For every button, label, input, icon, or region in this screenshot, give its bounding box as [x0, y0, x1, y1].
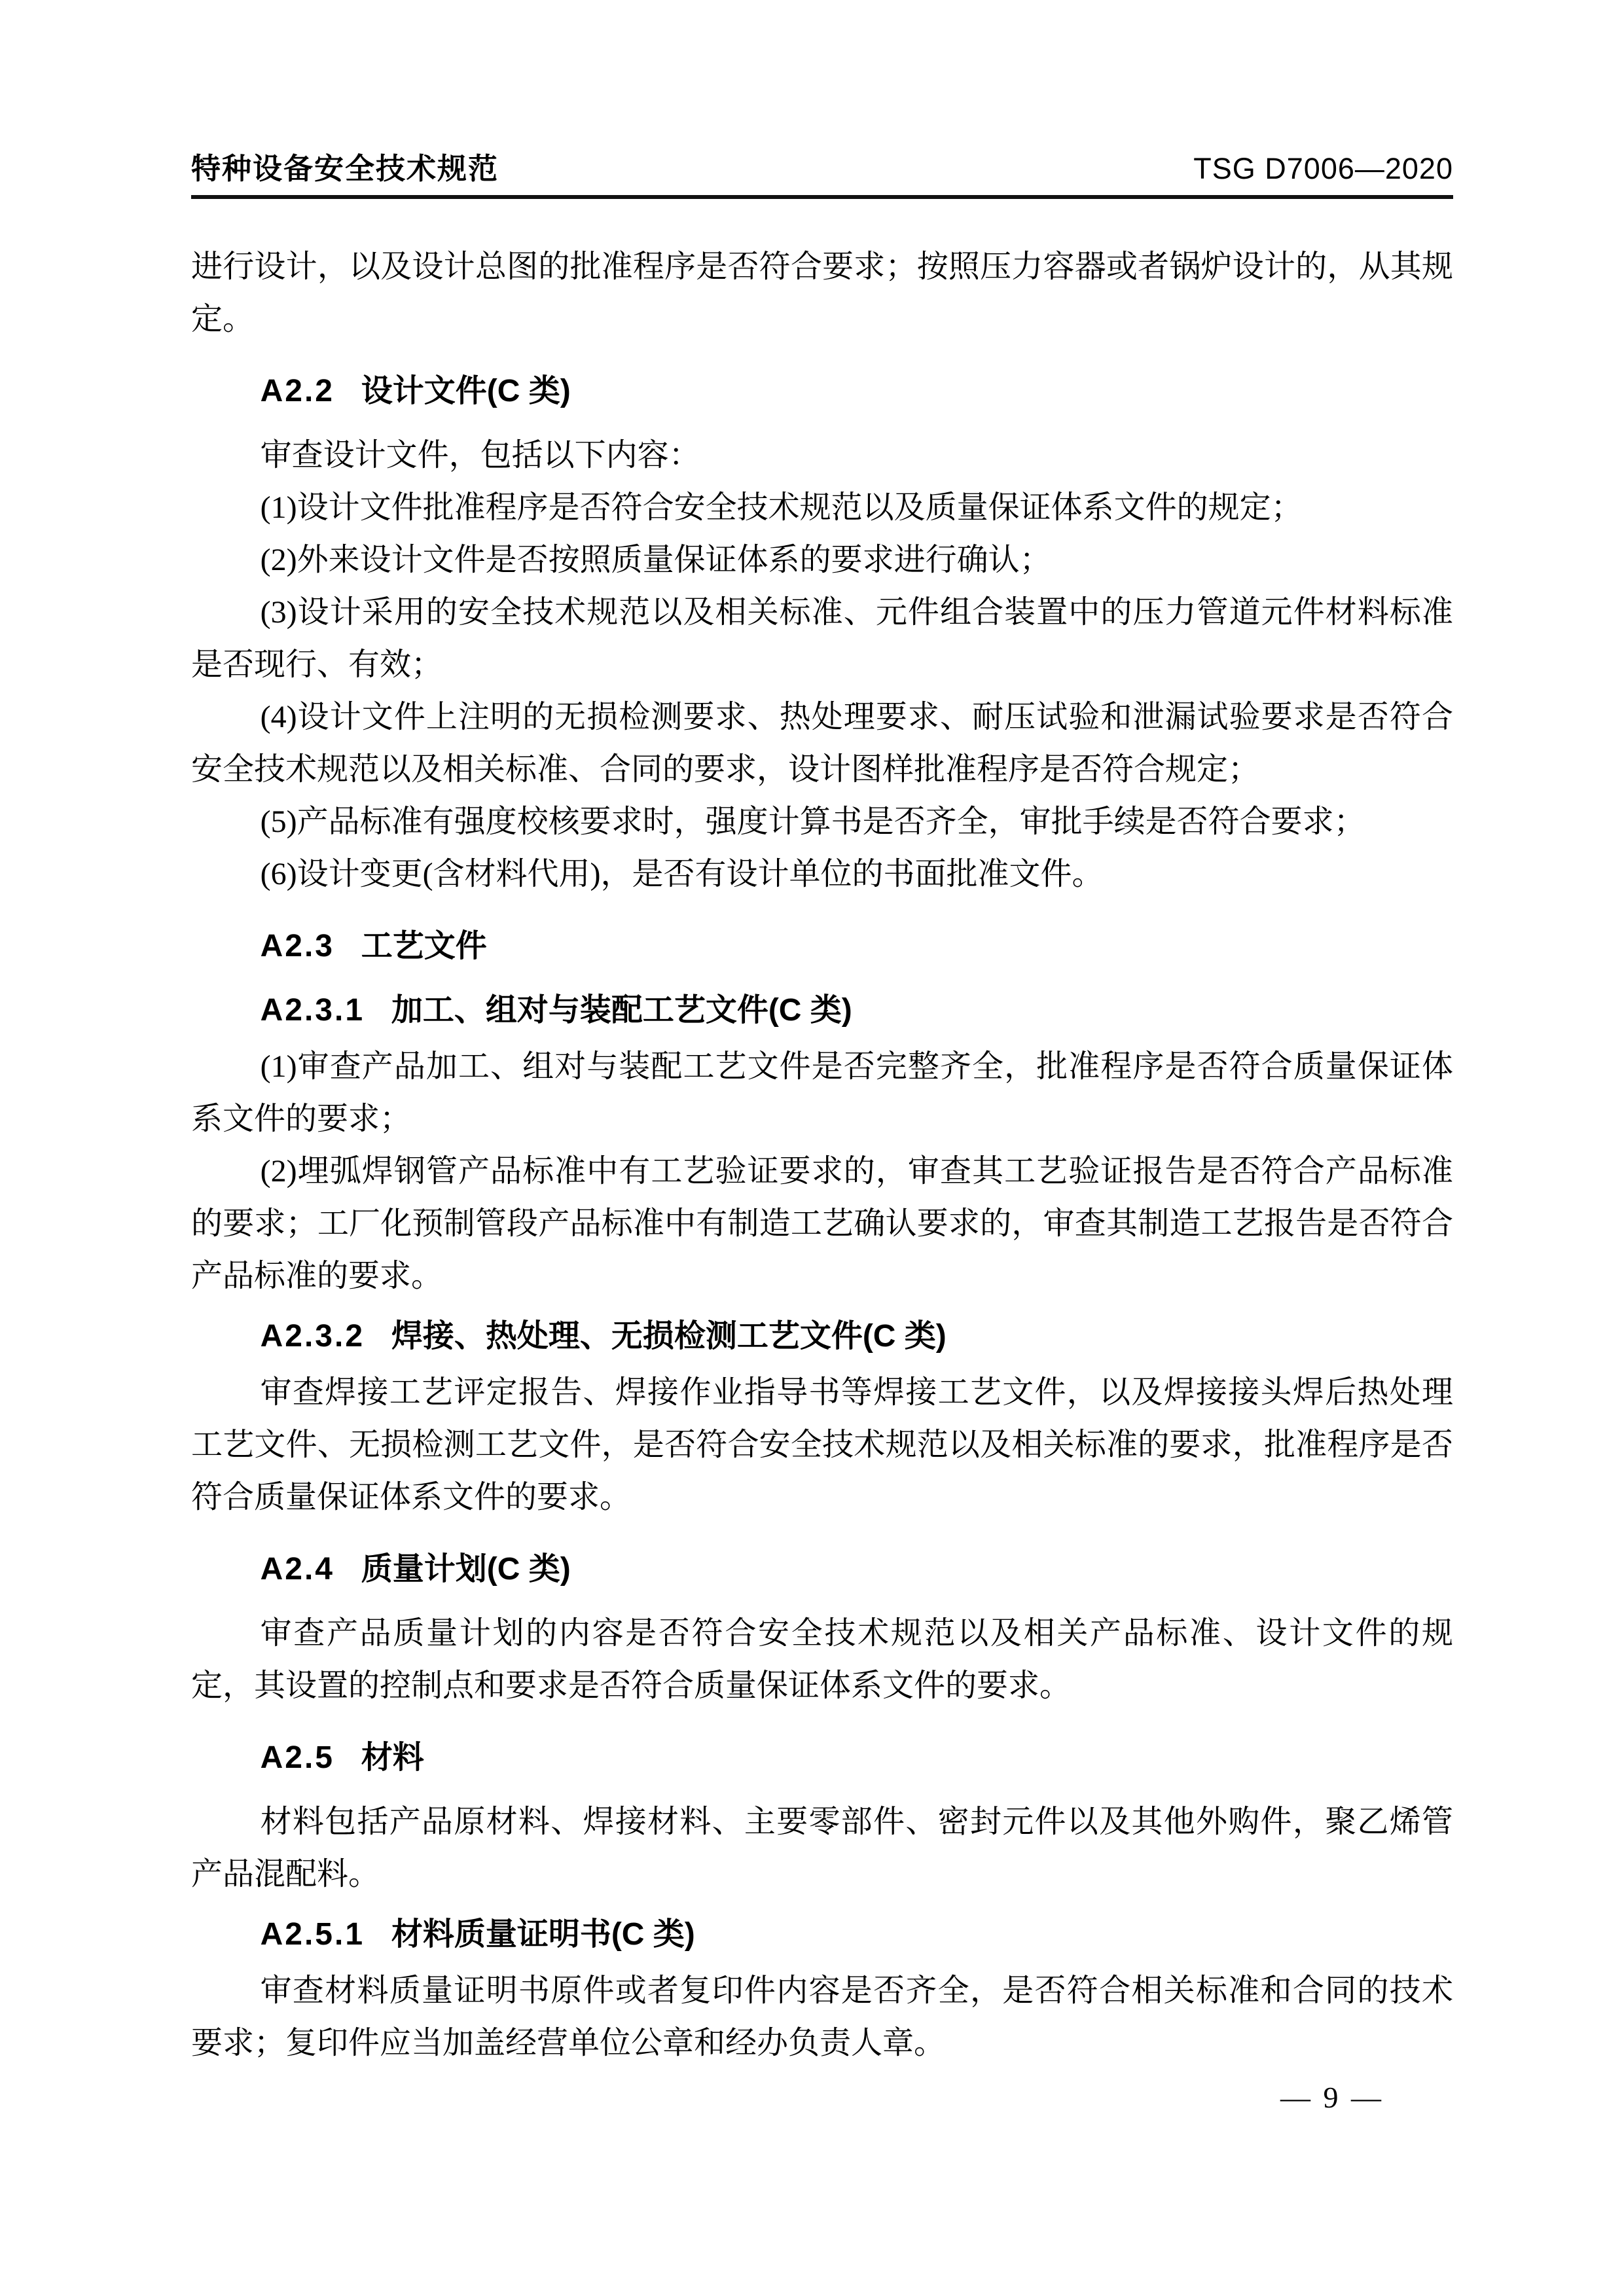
section-heading — [191, 920, 1453, 973]
paragraph: (1)审查产品加工、组对与装配工艺文件是否完整齐全，批准程序是否符合质量保证体系文件的要求； — [191, 1049, 1453, 1136]
paragraph: (2)外来设计文件是否按照质量保证体系的要求进行确认； — [260, 543, 1051, 577]
paragraph: 材料包括产品原材料、焊接材料、主要零部件、密封元件以及其他外购件，聚乙烯管产品混配料。 — [191, 1804, 1453, 1892]
paragraph: 审查材料质量证明书原件或者复印件内容是否齐全，是否符合相关标准和合同的技术要求；复印件应当加盖经营单位公章和经办负责人章。 — [191, 1973, 1453, 2060]
section-title: 材料 — [361, 1740, 424, 1775]
paragraph: (6)设计变更(含材料代用)，是否有设计单位的书面批准文件。 — [260, 857, 1104, 891]
section-title: 加工、组对与装配工艺文件(C 类) — [391, 993, 852, 1028]
section-title: 质量计划(C 类) — [361, 1552, 571, 1587]
section-number: A2.2 — [260, 374, 334, 408]
section-heading — [191, 365, 1453, 418]
section-heading — [191, 1543, 1453, 1596]
page-header — [191, 0, 1453, 187]
section-heading — [191, 1909, 1453, 1961]
paragraph: (2)埋弧焊钢管产品标准中有工艺验证要求的，审查其工艺验证报告是否符合产品标准的要求；工厂化预制管段产品标准中有制造工艺确认要求的，审查其制造工艺报告是否符合产品标准的要求。 — [191, 1154, 1453, 1293]
section-heading — [191, 1732, 1453, 1784]
section-heading — [191, 1310, 1453, 1363]
document-code-header: TSG D7006—2020 — [1193, 152, 1453, 185]
section-title: 材料质量证明书(C 类) — [391, 1917, 695, 1952]
paragraph: 审查焊接工艺评定报告、焊接作业指导书等焊接工艺文件，以及焊接接头焊后热处理工艺文件、无损检测工艺文件，是否符合安全技术规范以及相关标准的要求，批准程序是否符合质量保证体系文件的要求。 — [191, 1375, 1453, 1515]
section-title: 设计文件(C 类) — [361, 374, 571, 408]
section-title: 工艺文件 — [361, 929, 487, 963]
page-footer — [1280, 2080, 1384, 2115]
section-heading — [191, 984, 1453, 1037]
paragraph: (3)设计采用的安全技术规范以及相关标准、元件组合装置中的压力管道元件材料标准是否现行、有效； — [191, 595, 1453, 682]
section-number: A2.3 — [260, 929, 334, 963]
paragraph: 审查设计文件，包括以下内容： — [260, 438, 700, 473]
page-number: — 9 — — [1280, 2081, 1384, 2114]
paragraph: (1)设计文件批准程序是否符合安全技术规范以及质量保证体系文件的规定； — [260, 490, 1303, 525]
document-body — [191, 199, 1453, 2070]
section-number: A2.5 — [260, 1740, 334, 1775]
paragraph: (5)产品标准有强度校核要求时，强度计算书是否齐全，审批手续是否符合要求； — [260, 804, 1365, 839]
document-title-header: 特种设备安全技术规范 — [191, 152, 499, 185]
section-number: A2.3.1 — [260, 993, 365, 1028]
section-number: A2.4 — [260, 1552, 334, 1587]
section-number: A2.5.1 — [260, 1917, 365, 1952]
paragraph: 审查产品质量计划的内容是否符合安全技术规范以及相关产品标准、设计文件的规定，其设置的控制点和要求是否符合质量保证体系文件的要求。 — [191, 1616, 1453, 1703]
paragraph: (4)设计文件上注明的无损检测要求、热处理要求、耐压试验和泄漏试验要求是否符合安全技术规范以及相关标准、合同的要求，设计图样批准程序是否符合规定； — [191, 700, 1453, 787]
section-title: 焊接、热处理、无损检测工艺文件(C 类) — [391, 1319, 947, 1354]
paragraph: 进行设计，以及设计总图的批准程序是否符合要求；按照压力容器或者锅炉设计的，从其规定。 — [191, 249, 1453, 336]
section-number: A2.3.2 — [260, 1319, 365, 1354]
